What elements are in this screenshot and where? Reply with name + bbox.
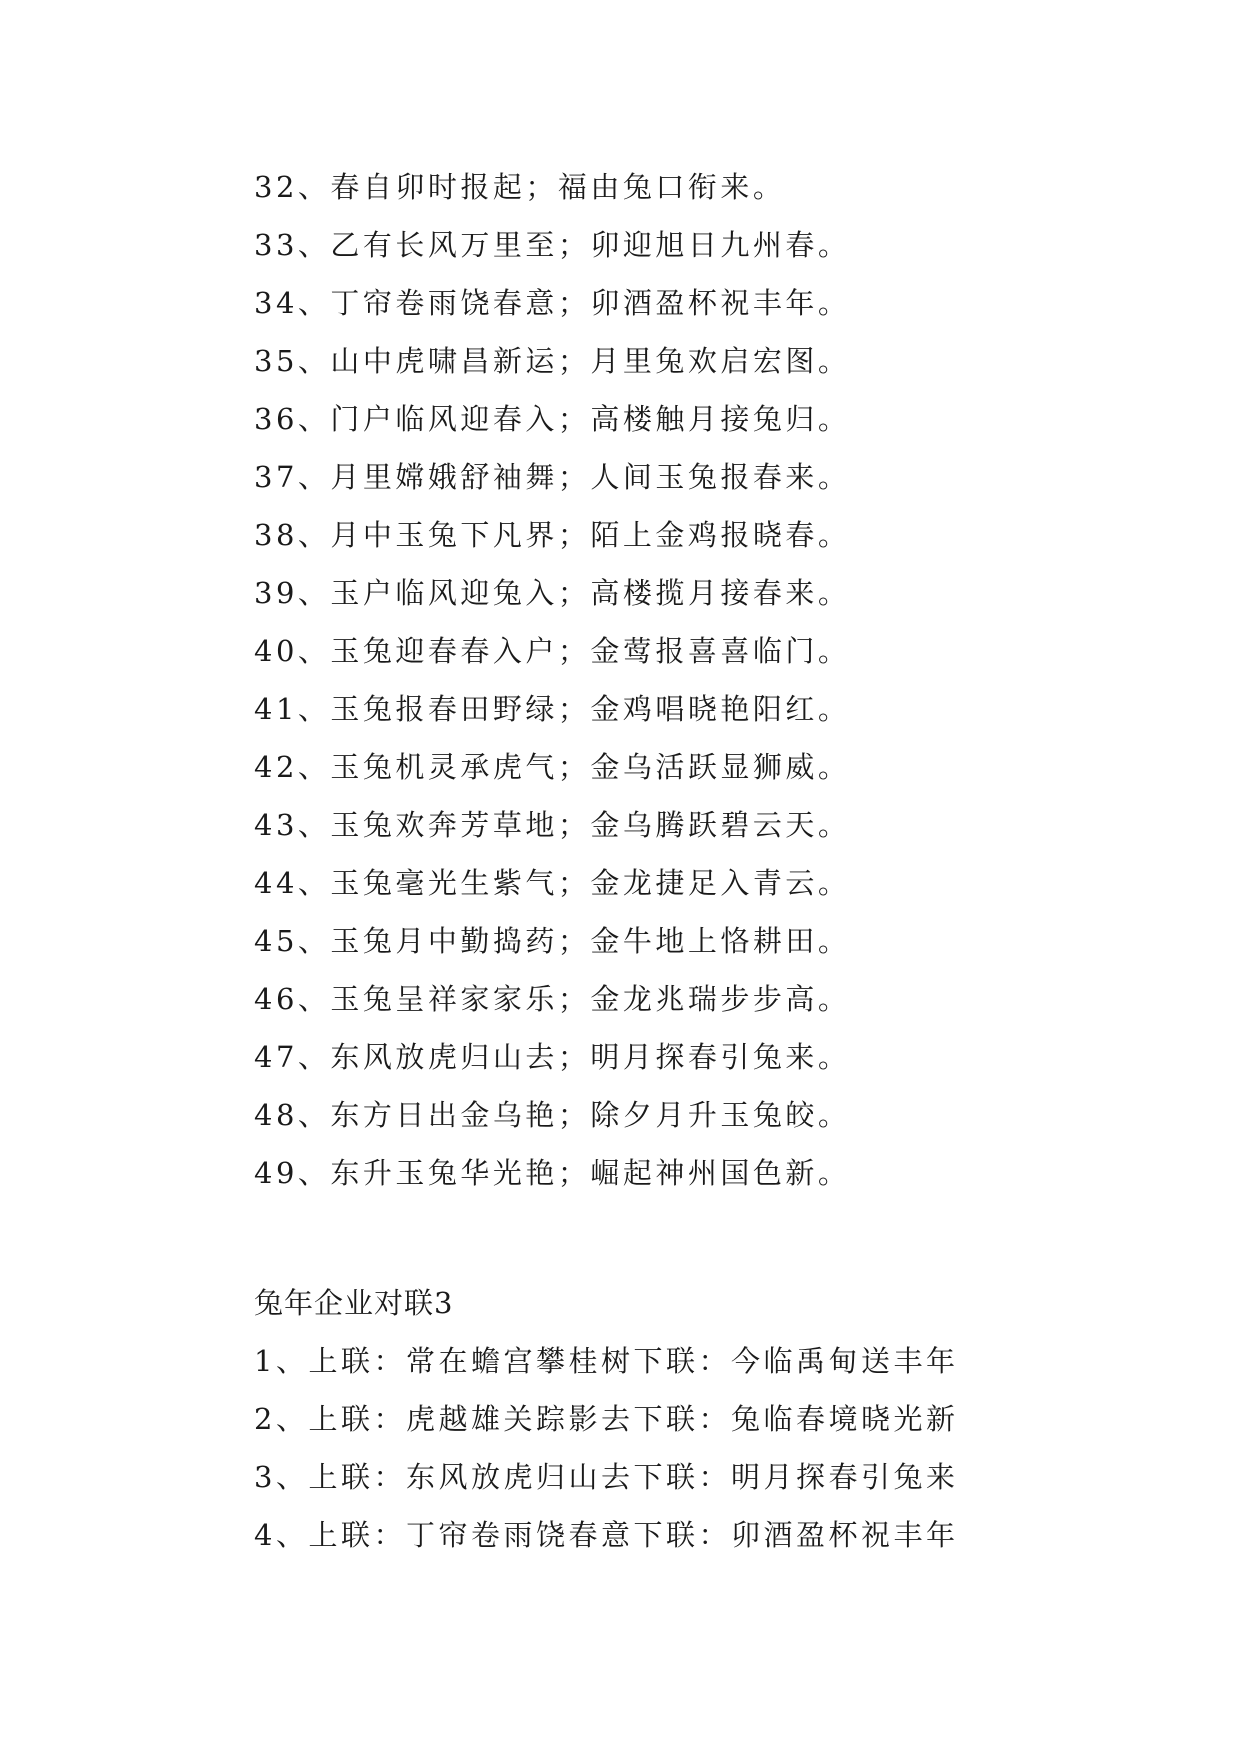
section-item-list — [254, 1332, 1154, 1564]
couplet-line: 44、玉兔毫光生紫气；金龙捷足入青云。 — [254, 866, 851, 900]
couplet-line: 41、玉兔报春田野绿；金鸡唱晓艳阳红。 — [254, 692, 851, 726]
section-item: 3、上联：东风放虎归山去下联：明月探春引兔来 — [254, 1460, 959, 1494]
document-body — [254, 158, 1154, 1564]
section-item: 2、上联：虎越雄关踪影去下联：兔临春境晓光新 — [254, 1402, 959, 1436]
couplet-line: 39、玉户临风迎兔入；高楼揽月接春来。 — [254, 576, 851, 610]
section-item: 1、上联：常在蟾宫攀桂树下联：今临禹甸送丰年 — [254, 1344, 959, 1378]
couplet-line: 47、东风放虎归山去；明月探春引兔来。 — [254, 1040, 851, 1074]
couplet-line: 32、春自卯时报起；福由兔口衔来。 — [254, 170, 786, 204]
couplet-line: 46、玉兔呈祥家家乐；金龙兆瑞步步高。 — [254, 982, 851, 1016]
couplet-line: 37、月里嫦娥舒袖舞；人间玉兔报春来。 — [254, 460, 851, 494]
couplet-line: 43、玉兔欢奔芳草地；金乌腾跃碧云天。 — [254, 808, 851, 842]
section-item: 4、上联：丁帘卷雨饶春意下联：卯酒盈杯祝丰年 — [254, 1518, 959, 1552]
section-spacer — [254, 1202, 1154, 1274]
couplet-line: 36、门户临风迎春入；高楼触月接兔归。 — [254, 402, 851, 436]
section-title: 兔年企业对联3 — [254, 1286, 454, 1320]
couplet-line: 48、东方日出金乌艳；除夕月升玉兔皎。 — [254, 1098, 851, 1132]
couplet-line: 35、山中虎啸昌新运；月里兔欢启宏图。 — [254, 344, 851, 378]
couplet-line: 34、丁帘卷雨饶春意；卯酒盈杯祝丰年。 — [254, 286, 851, 320]
couplet-line: 42、玉兔机灵承虎气；金乌活跃显狮威。 — [254, 750, 851, 784]
couplet-line: 45、玉兔月中勤捣药；金牛地上恪耕田。 — [254, 924, 851, 958]
couplet-line: 49、东升玉兔华光艳；崛起神州国色新。 — [254, 1156, 851, 1190]
couplet-list — [254, 158, 1154, 1202]
couplet-line: 38、月中玉兔下凡界；陌上金鸡报晓春。 — [254, 518, 851, 552]
couplet-line: 40、玉兔迎春春入户；金莺报喜喜临门。 — [254, 634, 851, 668]
couplet-line: 33、乙有长风万里至；卯迎旭日九州春。 — [254, 228, 851, 262]
